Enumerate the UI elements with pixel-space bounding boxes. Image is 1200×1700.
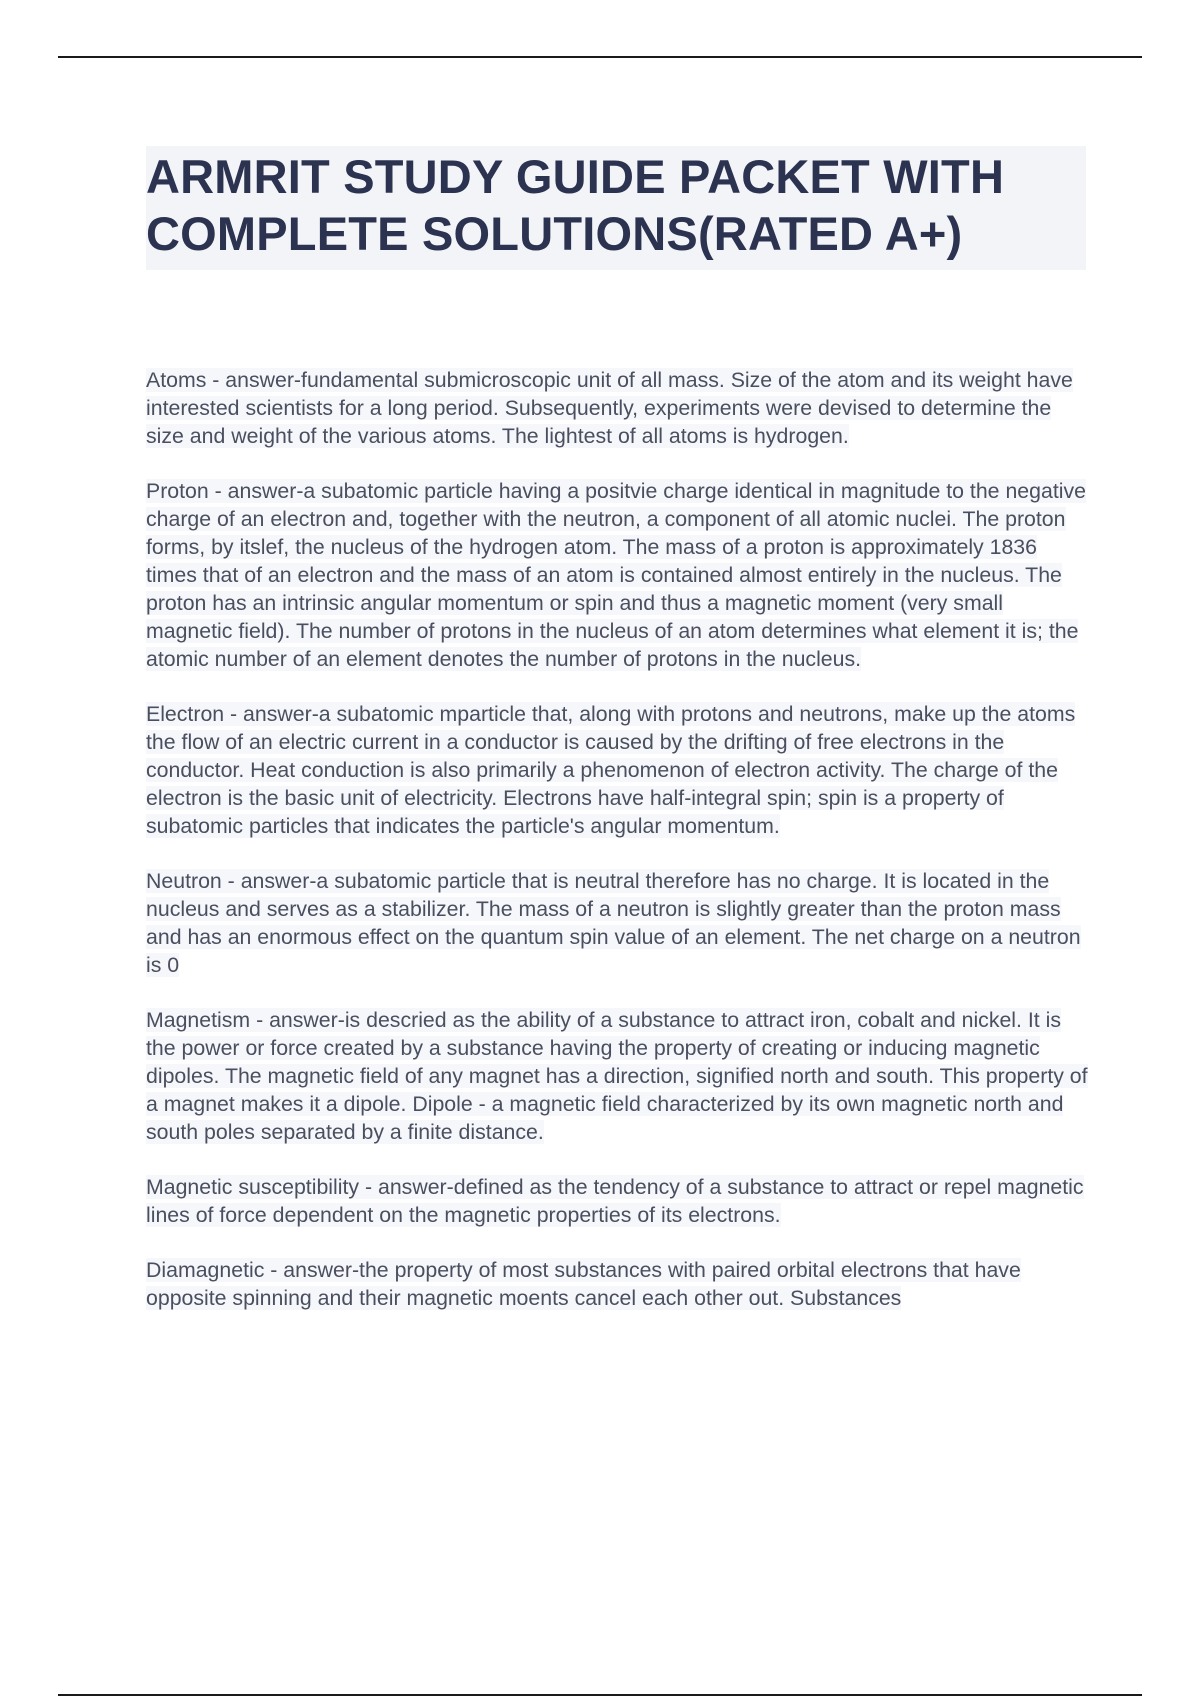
title-block [146, 146, 1086, 270]
document-body [146, 366, 1091, 1339]
entry-diamagnetic [146, 1256, 1091, 1312]
entry-neutron-text: Neutron - answer-a subatomic particle that is neutral therefore has no charge. It is located in the nucleus and serves as a stabilizer. The mass of a neutron is slightly greater than the proton mass and has an enormous effect on the quantum spin value of an element. The net charge on a neutron is 0 [146, 869, 1081, 977]
entry-magnetism [146, 1006, 1091, 1146]
bottom-rule [58, 1694, 1142, 1696]
entry-electron [146, 700, 1091, 840]
entry-neutron [146, 867, 1091, 979]
entry-diamagnetic-text: Diamagnetic - answer-the property of most substances with paired orbital electrons that have opposite spinning and their magnetic moents cancel each other out. Substances [146, 1258, 1021, 1310]
entry-atoms-text: Atoms - answer-fundamental submicroscopic unit of all mass. Size of the atom and its weight have interested scientists for a long period. Subsequently, experiments were devised to determine the size and weight of the various atoms. The lightest of all atoms is hydrogen. [146, 368, 1073, 448]
entry-magnetism-text: Magnetism - answer-is descried as the ability of a substance to attract iron, cobalt and nickel. It is the power or force created by a substance having the property of creating or inducing magnetic dipoles. The magnetic field of any magnet has a direction, signified north and south. This property of a magnet makes it a dipole. Dipole - a magnetic field characterized by its own magnetic north and south poles separated by a finite distance. [146, 1008, 1088, 1144]
entry-magnetic-susceptibility-text: Magnetic susceptibility - answer-defined as the tendency of a substance to attract or repel magnetic lines of force dependent on the magnetic properties of its electrons. [146, 1175, 1084, 1227]
top-rule [58, 56, 1142, 58]
entry-proton-text: Proton - answer-a subatomic particle having a positvie charge identical in magnitude to the negative charge of an electron and, together with the neutron, a component of all atomic nuclei. The proton forms, by itslef, the nucleus of the hydrogen atom. The mass of a proton is approximately 1836 times that of an electron and the mass of an atom is contained almost entirely in the nucleus. The proton has an intrinsic angular momentum or spin and thus a magnetic moment (very small magnetic field). The number of protons in the nucleus of an atom determines what element it is; the atomic number of an element denotes the number of protons in the nucleus. [146, 479, 1086, 671]
document-title: ARMRIT STUDY GUIDE PACKET WITH COMPLETE SOLUTIONS(RATED A+) [146, 150, 1005, 260]
entry-proton [146, 477, 1091, 673]
entry-atoms [146, 366, 1091, 450]
entry-magnetic-susceptibility [146, 1173, 1091, 1229]
entry-electron-text: Electron - answer-a subatomic mparticle that, along with protons and neutrons, make up the atoms the flow of an electric current in a conductor is caused by the drifting of free electrons in the conductor. Heat conduction is also primarily a phenomenon of electron activity. The charge of the electron is the basic unit of electricity. Electrons have half-integral spin; spin is a property of subatomic particles that indicates the particle's angular momentum. [146, 702, 1076, 838]
